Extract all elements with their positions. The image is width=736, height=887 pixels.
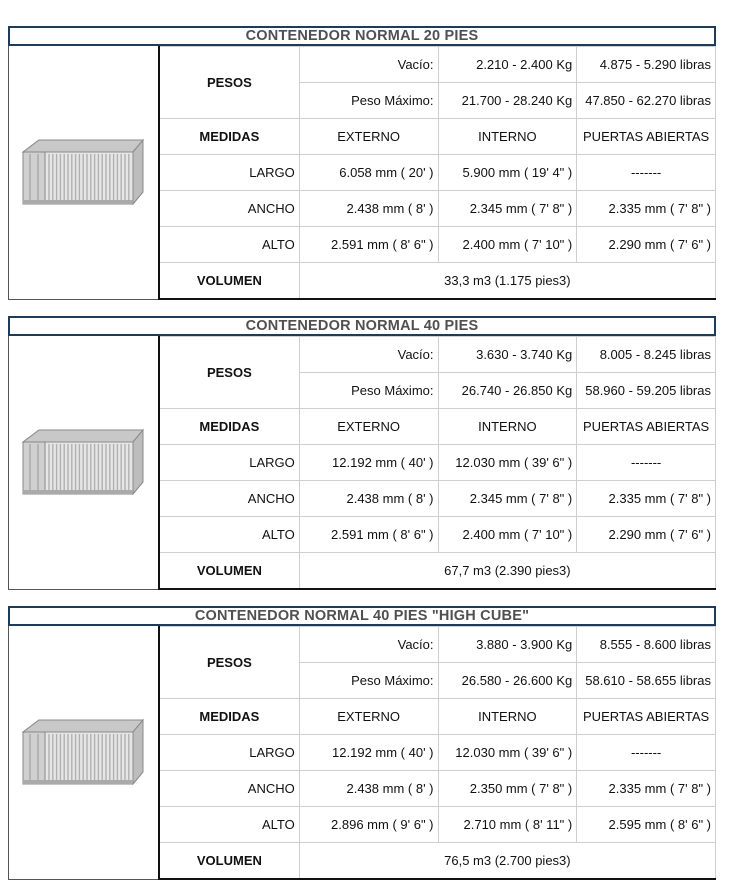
interno-header: INTERNO [438,119,577,155]
medidas-label: MEDIDAS [159,409,299,445]
block-title: CONTENEDOR NORMAL 20 PIES [8,26,716,46]
table-row [159,191,716,227]
ancho-interno: 2.345 mm ( 7' 8" ) [438,191,577,227]
block-body [8,46,716,300]
alto-label: ALTO [159,807,299,843]
vacio-label: Vacío: [299,47,438,83]
spec-table [158,626,716,880]
largo-puertas: ------- [577,155,716,191]
table-row [159,409,716,445]
shipping-container-icon [21,718,145,786]
largo-label: LARGO [159,735,299,771]
max-kg: 26.740 - 26.850 Kg [438,373,577,409]
alto-interno: 2.400 mm ( 7' 10" ) [438,517,577,553]
volumen-value: 33,3 m3 (1.175 pies3) [299,263,715,300]
vacio-kg: 2.210 - 2.400 Kg [438,47,577,83]
largo-label: LARGO [159,155,299,191]
largo-interno: 5.900 mm ( 19' 4" ) [438,155,577,191]
max-label: Peso Máximo: [299,663,438,699]
ancho-label: ANCHO [159,481,299,517]
ancho-interno: 2.345 mm ( 7' 8" ) [438,481,577,517]
alto-interno: 2.400 mm ( 7' 10" ) [438,227,577,263]
alto-interno: 2.710 mm ( 8' 11" ) [438,807,577,843]
alto-label: ALTO [159,227,299,263]
pesos-label: PESOS [159,627,299,699]
alto-label: ALTO [159,517,299,553]
medidas-label: MEDIDAS [159,119,299,155]
shipping-container-icon [21,138,145,206]
vacio-lb: 8.005 - 8.245 libras [577,337,716,373]
externo-header: EXTERNO [299,119,438,155]
max-label: Peso Máximo: [299,373,438,409]
largo-interno: 12.030 mm ( 39' 6" ) [438,445,577,481]
block-title: CONTENEDOR NORMAL 40 PIES "HIGH CUBE" [8,606,716,626]
alto-externo: 2.591 mm ( 8' 6" ) [299,517,438,553]
shipping-container-icon [21,428,145,496]
largo-externo: 12.192 mm ( 40' ) [299,735,438,771]
table-row [159,445,716,481]
externo-header: EXTERNO [299,409,438,445]
max-label: Peso Máximo: [299,83,438,119]
ancho-puertas: 2.335 mm ( 7' 8" ) [577,481,716,517]
largo-externo: 12.192 mm ( 40' ) [299,445,438,481]
spec-table [158,336,716,590]
largo-externo: 6.058 mm ( 20' ) [299,155,438,191]
table-row [159,263,716,300]
ancho-puertas: 2.335 mm ( 7' 8" ) [577,191,716,227]
max-kg: 21.700 - 28.240 Kg [438,83,577,119]
puertas-header: PUERTAS ABIERTAS [577,119,716,155]
table-row [159,227,716,263]
container-image [9,46,158,299]
table-row [159,47,716,83]
puertas-header: PUERTAS ABIERTAS [577,699,716,735]
ancho-externo: 2.438 mm ( 8' ) [299,481,438,517]
vacio-label: Vacío: [299,627,438,663]
container-image [9,626,158,879]
container-spec-block [8,606,716,880]
ancho-externo: 2.438 mm ( 8' ) [299,191,438,227]
volumen-label: VOLUMEN [159,263,299,300]
block-body [8,626,716,880]
alto-externo: 2.896 mm ( 9' 6" ) [299,807,438,843]
table-row [159,481,716,517]
volumen-value: 67,7 m3 (2.390 pies3) [299,553,715,590]
largo-label: LARGO [159,445,299,481]
medidas-label: MEDIDAS [159,699,299,735]
table-row [159,699,716,735]
table-row [159,627,716,663]
table-row [159,553,716,590]
ancho-externo: 2.438 mm ( 8' ) [299,771,438,807]
table-row [159,337,716,373]
table-row [159,807,716,843]
max-lb: 58.610 - 58.655 libras [577,663,716,699]
alto-puertas: 2.290 mm ( 7' 6" ) [577,227,716,263]
table-row [159,155,716,191]
largo-puertas: ------- [577,735,716,771]
container-spec-block [8,26,716,300]
max-kg: 26.580 - 26.600 Kg [438,663,577,699]
volumen-label: VOLUMEN [159,843,299,880]
container-spec-block [8,316,716,590]
alto-puertas: 2.290 mm ( 7' 6" ) [577,517,716,553]
alto-puertas: 2.595 mm ( 8' 6" ) [577,807,716,843]
container-image [9,336,158,589]
ancho-puertas: 2.335 mm ( 7' 8" ) [577,771,716,807]
block-title: CONTENEDOR NORMAL 40 PIES [8,316,716,336]
largo-puertas: ------- [577,445,716,481]
pesos-label: PESOS [159,47,299,119]
volumen-value: 76,5 m3 (2.700 pies3) [299,843,715,880]
table-row [159,771,716,807]
puertas-header: PUERTAS ABIERTAS [577,409,716,445]
interno-header: INTERNO [438,699,577,735]
alto-externo: 2.591 mm ( 8' 6" ) [299,227,438,263]
spec-table [158,46,716,300]
table-row [159,843,716,880]
table-row [159,119,716,155]
ancho-label: ANCHO [159,191,299,227]
externo-header: EXTERNO [299,699,438,735]
vacio-label: Vacío: [299,337,438,373]
volumen-label: VOLUMEN [159,553,299,590]
interno-header: INTERNO [438,409,577,445]
max-lb: 58.960 - 59.205 libras [577,373,716,409]
vacio-lb: 8.555 - 8.600 libras [577,627,716,663]
table-row [159,735,716,771]
block-body [8,336,716,590]
pesos-label: PESOS [159,337,299,409]
table-row [159,517,716,553]
ancho-label: ANCHO [159,771,299,807]
vacio-lb: 4.875 - 5.290 libras [577,47,716,83]
max-lb: 47.850 - 62.270 libras [577,83,716,119]
vacio-kg: 3.630 - 3.740 Kg [438,337,577,373]
vacio-kg: 3.880 - 3.900 Kg [438,627,577,663]
ancho-interno: 2.350 mm ( 7' 8" ) [438,771,577,807]
largo-interno: 12.030 mm ( 39' 6" ) [438,735,577,771]
